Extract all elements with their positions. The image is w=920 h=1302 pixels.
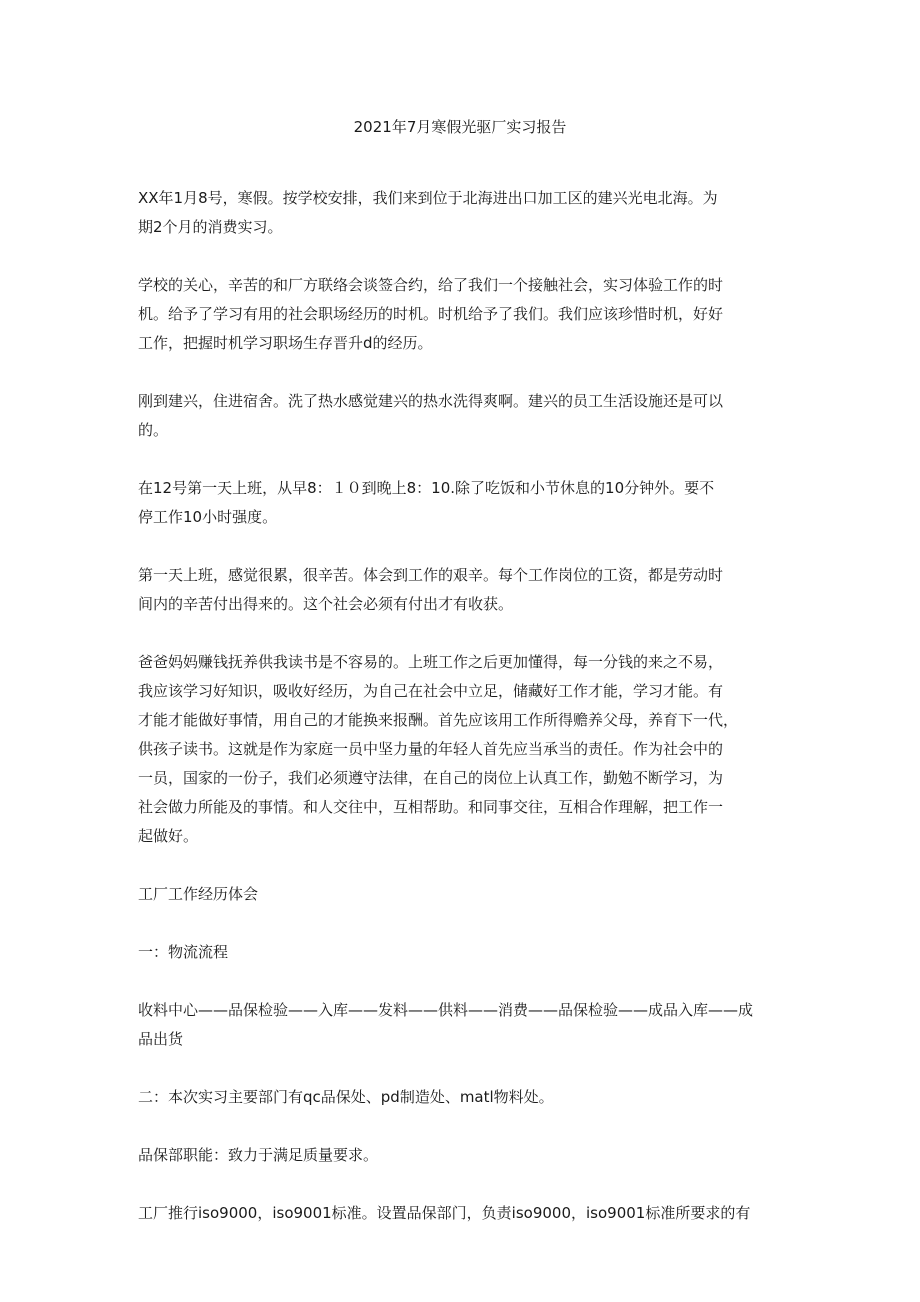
section-heading-factory-experience — [138, 880, 798, 909]
text-line: 学校的关心，辛苦的和厂方联络会谈签合约，给了我们一个接触社会，实习体验工作的时 — [138, 276, 724, 294]
text-line: 停工作10小时强度。 — [138, 508, 278, 526]
text-line: XX年1月8号，寒假。按学校安排，我们来到位于北海进出口加工区的建兴光电北海。为 — [138, 189, 718, 207]
text-line: 间内的辛苦付出得来的。这个社会必须有付出才有收获。 — [138, 595, 514, 613]
text-line: 爸爸妈妈赚钱抚养供我读书是不容易的。上班工作之后更加懂得，每一分钱的来之不易， — [138, 653, 724, 671]
text-line: 才能才能做好事情，用自己的才能换来报酬。首先应该用工作所得赡养父母，养育下一代， — [138, 711, 739, 729]
text-line: 一员，国家的一份子，我们必须遵守法律，在自己的岗位上认真工作，勤勉不断学习，为 — [138, 769, 724, 787]
text-line: 在12号第一天上班，从早8：１０到晚上8：10.除了吃饭和小节休息的10分钟外。要不 — [138, 479, 715, 497]
text-line: 品保部职能：致力于满足质量要求。 — [138, 1146, 379, 1164]
document-title: 2021年7月寒假光驱厂实习报告 — [353, 118, 567, 136]
text-line: 供孩子读书。这就是作为家庭一员中坚力量的年轻人首先应当承当的责任。作为社会中的 — [138, 740, 724, 758]
heading-line: 工厂工作经历体会 — [138, 885, 259, 903]
text-line: 刚到建兴，住进宿舍。洗了热水感觉建兴的热水洗得爽啊。建兴的员工生活设施还是可以 — [138, 392, 724, 410]
text-line: 社会做力所能及的事情。和人交往中，互相帮助。和同事交往，互相合作理解，把工作一 — [138, 798, 724, 816]
text-line: 收料中心——品保检验——入库——发料——供料——消费——品保检验——成品入库——成 — [138, 1001, 754, 1019]
text-line: 品出货 — [138, 1030, 184, 1048]
subheading-logistics-flow — [138, 938, 798, 967]
text-line: 期2个月的消费实习。 — [138, 218, 283, 236]
paragraph-reflection — [138, 648, 798, 851]
paragraph-arrival — [138, 387, 798, 445]
paragraph-first-day-schedule — [138, 474, 798, 532]
text-line: 机。给予了学习有用的社会职场经历的时机。时机给予了我们。我们应该珍惜时机，好好 — [138, 305, 724, 323]
text-line: 我应该学习好知识，吸收好经历，为自己在社会中立足，储藏好工作才能，学习才能。有 — [138, 682, 724, 700]
paragraph-first-day-feeling — [138, 561, 798, 619]
text-line: 工厂推行iso9000，iso9001标准。设置品保部门，负责iso9000，iso9001标准所要求的有 — [138, 1204, 751, 1222]
text-line: 起做好。 — [138, 827, 199, 845]
heading-line: 一：物流流程 — [138, 943, 229, 961]
text-line: 工作，把握时机学习职场生存晋升d的经历。 — [138, 334, 433, 352]
text-line: 的。 — [138, 421, 169, 439]
paragraph-logistics-flow — [138, 996, 798, 1054]
paragraph-departments — [138, 1083, 798, 1112]
paragraph-iso-standards — [138, 1199, 798, 1228]
text-line: 第一天上班，感觉很累，很辛苦。体会到工作的艰辛。每个工作岗位的工资，都是劳动时 — [138, 566, 724, 584]
paragraph-qa-function — [138, 1141, 798, 1170]
document-body — [138, 184, 798, 1257]
paragraph-intro — [138, 184, 798, 242]
paragraph-school-care — [138, 271, 798, 358]
text-line: 二：本次实习主要部门有qc品保处、pd制造处、matl物料处。 — [138, 1088, 554, 1106]
